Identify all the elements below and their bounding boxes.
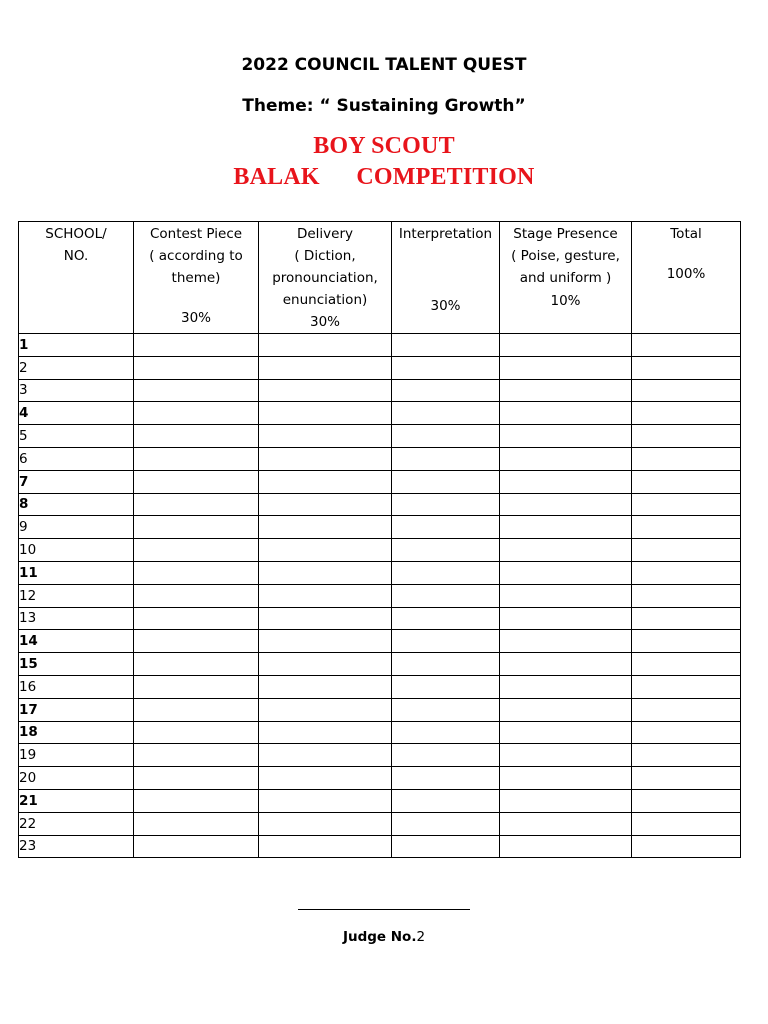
score-cell[interactable] [392, 653, 500, 676]
score-cell[interactable] [134, 584, 259, 607]
score-cell[interactable] [632, 447, 741, 470]
score-cell[interactable] [259, 356, 392, 379]
header-line: ( according to [149, 248, 243, 264]
score-cell[interactable] [134, 607, 259, 630]
score-cell[interactable] [500, 447, 632, 470]
table-row [19, 470, 741, 493]
score-cell[interactable] [500, 334, 632, 357]
header-line: Total [670, 226, 702, 242]
score-cell[interactable] [259, 767, 392, 790]
theme-line: Theme: “ Sustaining Growth” [242, 96, 526, 116]
row-number: 18 [19, 721, 134, 744]
score-cell[interactable] [392, 630, 500, 653]
score-cell[interactable] [632, 584, 741, 607]
signature-line [298, 897, 470, 910]
table-row [19, 584, 741, 607]
score-cell[interactable] [259, 698, 392, 721]
score-cell[interactable] [392, 607, 500, 630]
row-number: 9 [19, 516, 134, 539]
score-cell[interactable] [632, 334, 741, 357]
row-number: 3 [19, 379, 134, 402]
score-cell[interactable] [632, 744, 741, 767]
header-school-sub: NO. [63, 248, 89, 264]
score-cell[interactable] [259, 334, 392, 357]
table-row [19, 516, 741, 539]
row-number: 21 [19, 789, 134, 812]
table-row [19, 356, 741, 379]
row-number: 17 [19, 698, 134, 721]
table-row [19, 607, 741, 630]
score-cell[interactable] [500, 539, 632, 562]
score-cell[interactable] [134, 425, 259, 448]
table-row [19, 767, 741, 790]
score-cell[interactable] [392, 356, 500, 379]
table-row [19, 744, 741, 767]
score-cell[interactable] [259, 402, 392, 425]
table-row [19, 334, 741, 357]
score-cell[interactable] [632, 402, 741, 425]
column-header-contest-piece [134, 222, 259, 334]
header-line: Stage Presence [513, 226, 618, 242]
row-number: 19 [19, 744, 134, 767]
row-number: 12 [19, 584, 134, 607]
score-cell[interactable] [632, 539, 741, 562]
table-row [19, 447, 741, 470]
table-row [19, 630, 741, 653]
header-line: theme) [171, 270, 221, 286]
score-cell[interactable] [259, 493, 392, 516]
score-cell[interactable] [632, 607, 741, 630]
score-cell[interactable] [632, 835, 741, 858]
score-cell[interactable] [500, 470, 632, 493]
score-cell[interactable] [500, 561, 632, 584]
score-cell[interactable] [500, 675, 632, 698]
score-cell[interactable] [500, 812, 632, 835]
score-cell[interactable] [134, 334, 259, 357]
row-number: 11 [19, 561, 134, 584]
score-cell[interactable] [134, 561, 259, 584]
score-cell[interactable] [259, 812, 392, 835]
score-cell[interactable] [392, 447, 500, 470]
score-cell[interactable] [134, 721, 259, 744]
header-line: Interpretation [398, 226, 493, 242]
score-cell[interactable] [134, 767, 259, 790]
score-cell[interactable] [392, 721, 500, 744]
row-number: 20 [19, 767, 134, 790]
score-cell[interactable] [632, 356, 741, 379]
score-cell[interactable] [632, 470, 741, 493]
score-cell[interactable] [500, 584, 632, 607]
score-cell[interactable] [392, 470, 500, 493]
score-cell[interactable] [500, 789, 632, 812]
header-line: ( Diction, [294, 248, 356, 264]
score-cell[interactable] [392, 493, 500, 516]
score-cell[interactable] [500, 356, 632, 379]
score-cell[interactable] [134, 470, 259, 493]
header-line: and uniform ) [519, 270, 612, 286]
table-row [19, 493, 741, 516]
score-cell[interactable] [259, 447, 392, 470]
row-number: 2 [19, 356, 134, 379]
score-cell[interactable] [632, 561, 741, 584]
score-cell[interactable] [392, 789, 500, 812]
row-number: 13 [19, 607, 134, 630]
score-cell[interactable] [392, 516, 500, 539]
table-row [19, 789, 741, 812]
score-cell[interactable] [500, 721, 632, 744]
document-title: 2022 COUNCIL TALENT QUEST [241, 55, 527, 75]
score-cell[interactable] [134, 447, 259, 470]
score-cell[interactable] [259, 835, 392, 858]
score-cell[interactable] [500, 630, 632, 653]
score-sheet-table [18, 221, 741, 858]
header-line: Contest Piece [149, 226, 243, 242]
row-number: 8 [19, 493, 134, 516]
score-cell[interactable] [500, 402, 632, 425]
score-cell[interactable] [134, 493, 259, 516]
row-number: 14 [19, 630, 134, 653]
score-cell[interactable] [500, 835, 632, 858]
score-cell[interactable] [134, 789, 259, 812]
row-number: 4 [19, 402, 134, 425]
score-cell[interactable] [134, 744, 259, 767]
score-cell[interactable] [632, 789, 741, 812]
score-cell[interactable] [632, 675, 741, 698]
header-line: Delivery [296, 226, 354, 242]
row-number: 7 [19, 470, 134, 493]
score-cell[interactable] [259, 630, 392, 653]
score-cell[interactable] [392, 835, 500, 858]
column-header-interpretation [392, 222, 500, 334]
score-cell[interactable] [134, 379, 259, 402]
score-cell[interactable] [392, 744, 500, 767]
score-cell[interactable] [392, 402, 500, 425]
table-row [19, 675, 741, 698]
score-cell[interactable] [259, 653, 392, 676]
table-row [19, 835, 741, 858]
score-cell[interactable] [134, 356, 259, 379]
score-cell[interactable] [500, 379, 632, 402]
column-header-school [19, 222, 134, 334]
judge-label [0, 929, 768, 945]
score-cell[interactable] [134, 653, 259, 676]
score-cell[interactable] [632, 630, 741, 653]
score-cell[interactable] [500, 653, 632, 676]
column-header-delivery [259, 222, 392, 334]
score-cell[interactable] [259, 721, 392, 744]
score-cell[interactable] [259, 789, 392, 812]
score-cell[interactable] [134, 835, 259, 858]
score-cell[interactable] [392, 425, 500, 448]
score-cell[interactable] [259, 516, 392, 539]
score-cell[interactable] [392, 812, 500, 835]
score-cell[interactable] [134, 698, 259, 721]
score-cell[interactable] [259, 744, 392, 767]
table-row [19, 539, 741, 562]
score-cell[interactable] [259, 539, 392, 562]
score-cell[interactable] [500, 425, 632, 448]
competition-heading: BALAK COMPETITION [233, 164, 535, 190]
score-cell[interactable] [259, 607, 392, 630]
score-cell[interactable] [500, 607, 632, 630]
score-cell[interactable] [134, 812, 259, 835]
column-header-total [632, 222, 741, 334]
score-cell[interactable] [500, 744, 632, 767]
score-cell[interactable] [632, 653, 741, 676]
score-cell[interactable] [392, 539, 500, 562]
score-cell[interactable] [632, 698, 741, 721]
row-number: 16 [19, 675, 134, 698]
table-row [19, 698, 741, 721]
header-line: ( Poise, gesture, [511, 248, 620, 264]
table-row [19, 561, 741, 584]
table-row [19, 721, 741, 744]
table-row [19, 379, 741, 402]
score-cell[interactable] [632, 493, 741, 516]
header-line: enunciation) [282, 292, 368, 308]
score-cell[interactable] [259, 379, 392, 402]
score-cell[interactable] [259, 675, 392, 698]
score-cell[interactable] [134, 516, 259, 539]
table-row [19, 425, 741, 448]
score-cell[interactable] [392, 584, 500, 607]
score-cell[interactable] [259, 425, 392, 448]
score-cell[interactable] [392, 767, 500, 790]
table-row [19, 812, 741, 835]
header-row [19, 222, 741, 334]
table-row [19, 402, 741, 425]
score-cell[interactable] [259, 561, 392, 584]
score-cell[interactable] [500, 767, 632, 790]
score-cell[interactable] [632, 721, 741, 744]
header-percent: 100% [666, 266, 706, 282]
score-cell[interactable] [392, 334, 500, 357]
score-cell[interactable] [392, 675, 500, 698]
score-cell[interactable] [134, 675, 259, 698]
score-cell[interactable] [632, 425, 741, 448]
row-number: 6 [19, 447, 134, 470]
score-cell[interactable] [632, 516, 741, 539]
table-row [19, 653, 741, 676]
row-number: 1 [19, 334, 134, 357]
header-school-label: SCHOOL/ [45, 226, 107, 242]
score-cell[interactable] [392, 698, 500, 721]
score-cell[interactable] [500, 698, 632, 721]
header-percent: 10% [550, 293, 581, 309]
row-number: 22 [19, 812, 134, 835]
header-percent: 30% [430, 298, 461, 314]
row-number: 10 [19, 539, 134, 562]
score-cell[interactable] [259, 470, 392, 493]
row-number: 5 [19, 425, 134, 448]
header-percent: 30% [309, 314, 340, 330]
column-header-stage-presence [500, 222, 632, 334]
score-cell[interactable] [632, 767, 741, 790]
score-cell[interactable] [500, 516, 632, 539]
score-cell[interactable] [500, 493, 632, 516]
score-cell[interactable] [134, 402, 259, 425]
row-number: 15 [19, 653, 134, 676]
header-percent: 30% [180, 310, 211, 326]
score-cell[interactable] [134, 539, 259, 562]
score-cell[interactable] [632, 812, 741, 835]
score-cell[interactable] [392, 379, 500, 402]
row-number: 23 [19, 835, 134, 858]
score-cell[interactable] [632, 379, 741, 402]
score-cell[interactable] [259, 584, 392, 607]
header-line: pronounciation, [272, 270, 378, 286]
judge-number: 2 [416, 929, 426, 945]
score-cell[interactable] [392, 561, 500, 584]
category-heading: BOY SCOUT [313, 133, 455, 159]
judge-label-text: Judge No. [342, 929, 417, 945]
score-cell[interactable] [134, 630, 259, 653]
